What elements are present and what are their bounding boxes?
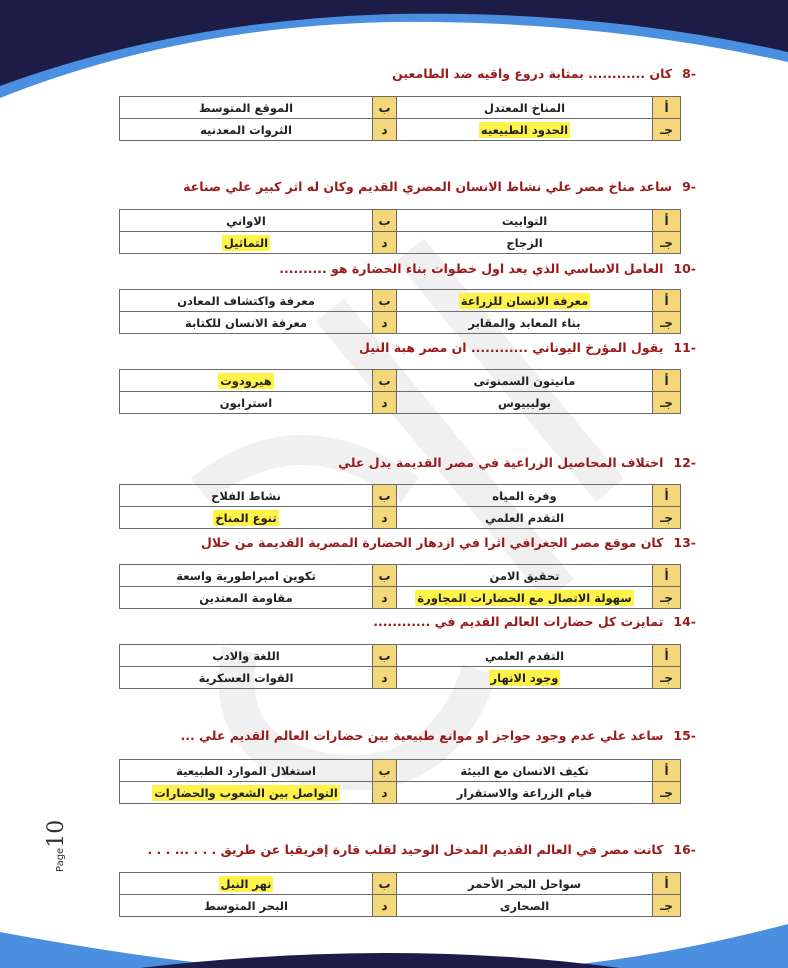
option-text: الاواني bbox=[226, 213, 266, 228]
option-text: بناء المعابد والمقابر bbox=[468, 315, 581, 330]
table-row bbox=[120, 760, 681, 782]
table-row bbox=[120, 873, 681, 895]
option-text: التقدم العلمي bbox=[484, 648, 565, 663]
option-d[interactable] bbox=[120, 782, 373, 804]
question-text: تمايزت كل حضارات العالم القديم في ............ bbox=[373, 614, 664, 629]
question-14 bbox=[373, 614, 696, 629]
option-c[interactable] bbox=[397, 392, 653, 414]
question-number: -9 bbox=[682, 179, 696, 194]
option-letter: أ bbox=[653, 873, 681, 895]
footer-wave-decoration bbox=[0, 918, 788, 968]
options-table-14 bbox=[119, 644, 681, 689]
option-a[interactable] bbox=[397, 290, 653, 312]
option-text: الزجاج bbox=[506, 235, 543, 250]
option-letter: جـ bbox=[653, 667, 681, 689]
option-text-highlighted: سهولة الاتصال مع الحضارات المجاورة bbox=[417, 590, 632, 605]
options-table-11 bbox=[119, 369, 681, 414]
option-text: بوليبيوس bbox=[497, 395, 551, 410]
page-number-value: 10 bbox=[44, 819, 69, 848]
option-d[interactable] bbox=[120, 667, 373, 689]
option-a[interactable] bbox=[397, 873, 653, 895]
option-a[interactable] bbox=[397, 210, 653, 232]
question-number: -11 bbox=[673, 340, 696, 355]
table-row bbox=[120, 312, 681, 334]
option-letter: جـ bbox=[653, 312, 681, 334]
options-table-16 bbox=[119, 872, 681, 917]
option-letter: أ bbox=[653, 210, 681, 232]
option-text: التقدم العلمي bbox=[484, 510, 565, 525]
question-9 bbox=[183, 179, 696, 194]
table-row bbox=[120, 370, 681, 392]
option-letter: ب bbox=[373, 290, 397, 312]
table-row bbox=[120, 667, 681, 689]
option-d[interactable] bbox=[120, 232, 373, 254]
option-text: نشاط الفلاح bbox=[211, 488, 281, 503]
option-letter: د bbox=[373, 895, 397, 917]
option-text-highlighted: الحدود الطبيعيه bbox=[480, 122, 569, 137]
option-letter: أ bbox=[653, 645, 681, 667]
option-letter: أ bbox=[653, 370, 681, 392]
table-row bbox=[120, 485, 681, 507]
option-text-highlighted: وجود الانهار bbox=[490, 670, 559, 685]
option-c[interactable] bbox=[397, 587, 653, 609]
table-row bbox=[120, 645, 681, 667]
option-a[interactable] bbox=[397, 97, 653, 119]
option-letter: ب bbox=[373, 370, 397, 392]
question-8 bbox=[392, 66, 696, 81]
option-letter: جـ bbox=[653, 895, 681, 917]
table-row bbox=[120, 895, 681, 917]
option-b[interactable] bbox=[120, 565, 373, 587]
option-letter: د bbox=[373, 587, 397, 609]
option-text: البحر المتوسط bbox=[204, 898, 288, 913]
option-letter: جـ bbox=[653, 119, 681, 141]
option-text: التوابيت bbox=[501, 213, 548, 228]
option-d[interactable] bbox=[120, 895, 373, 917]
option-text-highlighted: معرفة الانسان للزراعة bbox=[460, 293, 589, 308]
question-number: -12 bbox=[673, 455, 696, 470]
option-c[interactable] bbox=[397, 232, 653, 254]
option-text: القوات العسكرية bbox=[198, 670, 294, 685]
option-c[interactable] bbox=[397, 782, 653, 804]
question-text: يقول المؤرخ اليوناني ............ ان مصر هبة النيل bbox=[359, 340, 664, 355]
question-text: العامل الاساسي الذي يعد اول خطوات بناء الحضارة هو .......... bbox=[279, 261, 664, 276]
option-c[interactable] bbox=[397, 667, 653, 689]
option-d[interactable] bbox=[120, 587, 373, 609]
option-letter: جـ bbox=[653, 782, 681, 804]
option-letter: ب bbox=[373, 760, 397, 782]
option-b[interactable] bbox=[120, 97, 373, 119]
option-text: معرفة واكتشاف المعادن bbox=[177, 293, 315, 308]
option-d[interactable] bbox=[120, 392, 373, 414]
option-letter: ب bbox=[373, 645, 397, 667]
question-text: ساعد علي عدم وجود حواجز او موانع طبيعية بين حضارات العالم القديم علي ... bbox=[180, 728, 664, 743]
option-text: مانيتون السمنوتى bbox=[473, 373, 576, 388]
option-text: الثروات المعدنيه bbox=[200, 122, 292, 137]
option-c[interactable] bbox=[397, 895, 653, 917]
option-text: تكيف الانسان مع البيئة bbox=[460, 763, 589, 778]
table-row bbox=[120, 210, 681, 232]
options-table-9 bbox=[119, 209, 681, 254]
option-b[interactable] bbox=[120, 210, 373, 232]
option-letter: أ bbox=[653, 565, 681, 587]
options-table-10 bbox=[119, 289, 681, 334]
question-12 bbox=[338, 455, 696, 470]
option-text: استغلال الموارد الطبيعية bbox=[176, 763, 316, 778]
option-letter: د bbox=[373, 119, 397, 141]
option-text-highlighted: التماثيل bbox=[223, 235, 269, 250]
table-row bbox=[120, 232, 681, 254]
option-letter: ب bbox=[373, 210, 397, 232]
option-text: سواحل البحر الأحمر bbox=[467, 876, 582, 891]
page-label: Page bbox=[55, 847, 66, 872]
page-number bbox=[44, 820, 69, 872]
option-c[interactable] bbox=[397, 507, 653, 529]
table-row bbox=[120, 565, 681, 587]
option-text: اللغة والادب bbox=[212, 648, 280, 663]
question-10 bbox=[279, 261, 696, 276]
option-letter: ب bbox=[373, 873, 397, 895]
option-letter: ب bbox=[373, 485, 397, 507]
option-letter: جـ bbox=[653, 232, 681, 254]
option-letter: ب bbox=[373, 565, 397, 587]
option-letter: د bbox=[373, 232, 397, 254]
question-text: كانت مصر في العالم القديم المدخل الوحيد لقلب قارة إفريقيا عن طريق . . . ... . . . bbox=[147, 842, 664, 857]
table-row bbox=[120, 392, 681, 414]
option-a[interactable] bbox=[397, 485, 653, 507]
option-letter: جـ bbox=[653, 587, 681, 609]
option-text: الموقع المتوسط bbox=[198, 100, 294, 115]
question-number: -14 bbox=[673, 614, 696, 629]
option-text-highlighted: التواصل بين الشعوب والحضارات bbox=[154, 785, 338, 800]
option-text: معرفة الانسان للكتابة bbox=[185, 315, 307, 330]
question-13 bbox=[201, 535, 696, 550]
question-15 bbox=[180, 728, 696, 743]
option-d[interactable] bbox=[120, 312, 373, 334]
option-text-highlighted: هيرودوت bbox=[220, 373, 272, 388]
option-a[interactable] bbox=[397, 370, 653, 392]
option-letter: أ bbox=[653, 485, 681, 507]
options-table-12 bbox=[119, 484, 681, 529]
question-11 bbox=[359, 340, 696, 355]
option-text: مقاومة المعتدين bbox=[199, 590, 293, 605]
option-d[interactable] bbox=[120, 507, 373, 529]
question-number: -10 bbox=[673, 261, 696, 276]
options-table-15 bbox=[119, 759, 681, 804]
option-letter: ب bbox=[373, 97, 397, 119]
options-table-8 bbox=[119, 96, 681, 141]
question-16 bbox=[147, 842, 696, 857]
table-row bbox=[120, 290, 681, 312]
option-letter: جـ bbox=[653, 392, 681, 414]
question-text: ساعد مناخ مصر علي نشاط الانسان المصري القديم وكان له اثر كبير علي صناعة bbox=[183, 179, 673, 194]
question-number: -8 bbox=[682, 66, 696, 81]
table-row bbox=[120, 507, 681, 529]
option-letter: د bbox=[373, 392, 397, 414]
table-row bbox=[120, 97, 681, 119]
option-text: تحقيق الامن bbox=[489, 568, 560, 583]
question-number: -13 bbox=[673, 535, 696, 550]
options-table-13 bbox=[119, 564, 681, 609]
question-text: كان موقع مصر الجغرافي اثرا في ازدهار الحضارة المصرية القديمة من خلال bbox=[201, 535, 664, 550]
question-number: -15 bbox=[673, 728, 696, 743]
option-b[interactable] bbox=[120, 370, 373, 392]
option-text: وفرة المياه bbox=[492, 488, 557, 503]
option-b[interactable] bbox=[120, 290, 373, 312]
option-letter: أ bbox=[653, 760, 681, 782]
option-letter: أ bbox=[653, 97, 681, 119]
option-b[interactable] bbox=[120, 760, 373, 782]
option-letter: د bbox=[373, 782, 397, 804]
option-text: الصحارى bbox=[499, 898, 550, 913]
option-text: تكوين امبراطورية واسعة bbox=[176, 568, 316, 583]
option-text: استرابون bbox=[219, 395, 273, 410]
option-letter: د bbox=[373, 507, 397, 529]
option-letter: د bbox=[373, 312, 397, 334]
question-text: كان ............ بمثابة دروع واقيه ضد الطامعين bbox=[392, 66, 673, 81]
option-text-highlighted: نهر النيل bbox=[220, 876, 272, 891]
question-text: اختلاف المحاصيل الزراعية في مصر القديمة يدل علي bbox=[338, 455, 664, 470]
table-row bbox=[120, 119, 681, 141]
option-text-highlighted: تنوع المناخ bbox=[215, 510, 277, 525]
option-b[interactable] bbox=[120, 645, 373, 667]
option-c[interactable] bbox=[397, 312, 653, 334]
option-d[interactable] bbox=[120, 119, 373, 141]
table-row bbox=[120, 587, 681, 609]
option-text: قيام الزراعة والاستقرار bbox=[456, 785, 593, 800]
option-a[interactable] bbox=[397, 645, 653, 667]
option-b[interactable] bbox=[120, 873, 373, 895]
table-row bbox=[120, 782, 681, 804]
option-a[interactable] bbox=[397, 760, 653, 782]
option-a[interactable] bbox=[397, 565, 653, 587]
option-letter: د bbox=[373, 667, 397, 689]
option-text: المناخ المعتدل bbox=[483, 100, 566, 115]
option-b[interactable] bbox=[120, 485, 373, 507]
question-number: -16 bbox=[673, 842, 696, 857]
option-letter: أ bbox=[653, 290, 681, 312]
header-wave-decoration bbox=[0, 0, 788, 110]
option-c[interactable] bbox=[397, 119, 653, 141]
option-letter: جـ bbox=[653, 507, 681, 529]
